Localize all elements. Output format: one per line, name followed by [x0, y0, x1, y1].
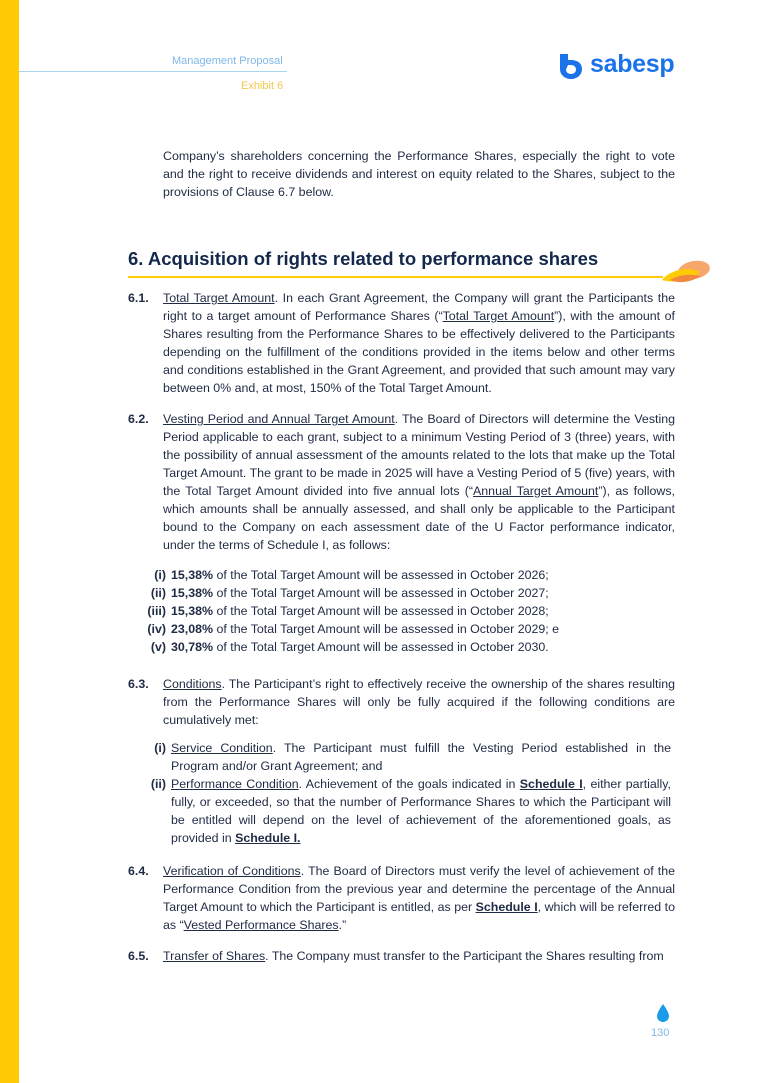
clause-number-6-1: 6.1. — [128, 291, 149, 305]
lot-description: of the Total Target Amount will be assessed in October 2027; — [213, 586, 549, 600]
condition-body-a: . Achievement of the goals indicated in — [298, 777, 520, 791]
lot-description: of the Total Target Amount will be assessed in October 2030. — [213, 640, 549, 654]
lot-percentage: 15,38% — [171, 568, 214, 582]
clause-6-4-term: Vested Performance Shares — [183, 918, 339, 932]
lot-text — [171, 602, 671, 620]
condition-body-b: , either partially, fully, or exceeded, so that the number of Performance Shares to which the Participant will be entitled will depend on the level of achievement of the aforementioned goals, as provided in — [171, 777, 671, 845]
header-title: Management Proposal — [172, 55, 283, 67]
clause-6-4-text-c: .” — [338, 918, 347, 932]
section-rule — [128, 276, 663, 278]
lot-percentage: 15,38% — [171, 586, 214, 600]
clause-number-6-4: 6.4. — [128, 864, 149, 878]
condition-heading: Service Condition — [171, 741, 273, 755]
sabesp-logo — [556, 50, 686, 82]
clause-6-4-text-b: , which will be referred to as “ — [163, 900, 676, 932]
lot-percentage: 23,08% — [171, 622, 214, 636]
lot-marker: (v) — [150, 640, 166, 654]
clause-6-2 — [163, 410, 675, 554]
clause-6-2-term: Annual Target Amount — [473, 484, 599, 498]
lot-text — [171, 566, 671, 584]
lot-description: of the Total Target Amount will be assessed in October 2028; — [213, 604, 549, 618]
intro-paragraph: Company’s shareholders concerning the Performance Shares, especially the right to vote and the right to receive dividends and interest on equity related to the Shares, subject to the provisions of Clause 6.7 below. — [163, 149, 675, 199]
logo-wordmark: sabesp — [590, 50, 675, 78]
header-divider — [19, 71, 287, 72]
clause-6-4 — [163, 862, 675, 934]
clause-6-5-text: . The Company must transfer to the Participant the Shares resulting from — [265, 949, 664, 963]
clause-6-1-heading: Total Target Amount — [163, 291, 275, 305]
clause-6-1 — [163, 289, 675, 397]
clause-6-5-heading: Transfer of Shares — [163, 949, 266, 963]
clause-6-3-text: . The Participant’s right to effectively receive the ownership of the shares resulting from the Performance Shares will only be fully acquired if the following conditions are cumulatively met: — [163, 677, 675, 727]
lot-marker: (ii) — [150, 586, 166, 600]
condition-text — [171, 739, 671, 775]
header-exhibit: Exhibit 6 — [241, 80, 284, 92]
clause-number-6-5: 6.5. — [128, 949, 149, 963]
clause-6-2-heading: Vesting Period and Annual Target Amount — [163, 412, 395, 426]
clause-6-1-text-b: ”), with the amount of Shares resulting from the Performance Shares to be effectively delivered to the Participants depending on the fulfillment of the conditions provided in the items below and other terms and conditions established in the Grant Agreement, and provided that such amount may vary between 0% and, at most, 150% of the Total Target Amount. — [163, 309, 675, 395]
lot-description: of the Total Target Amount will be assessed in October 2026; — [213, 568, 549, 582]
clause-number-6-2: 6.2. — [128, 412, 149, 426]
lot-percentage: 15,38% — [171, 604, 214, 618]
lot-text — [171, 584, 671, 602]
condition-marker: (i) — [154, 741, 166, 755]
schedule-link[interactable]: Schedule I — [475, 900, 538, 914]
clause-6-3 — [163, 675, 675, 729]
condition-marker: (ii) — [150, 777, 166, 791]
schedule-link[interactable]: Schedule I. — [235, 831, 301, 845]
lot-percentage: 30,78% — [171, 640, 214, 654]
water-drop-icon — [656, 1003, 670, 1023]
schedule-link[interactable]: Schedule I — [519, 777, 583, 791]
condition-heading: Performance Condition — [171, 777, 299, 791]
lot-text — [171, 620, 671, 638]
clause-6-4-heading: Verification of Conditions — [163, 864, 301, 878]
clause-6-5 — [163, 947, 675, 965]
clause-6-1-text-a: . In each Grant Agreement, the Company will grant the Participants the right to a target amount of Performance Shares (“ — [163, 291, 675, 323]
lot-marker: (iii) — [147, 604, 166, 618]
lot-text — [171, 638, 671, 656]
clause-6-1-term: Total Target Amount — [442, 309, 555, 323]
clause-6-3-heading: Conditions — [163, 677, 222, 691]
clause-6-4-text-a: . The Board of Directors must verify the level of achievement of the Performance Condition from the previous year and determine the percentage of the Annual Target Amount to which the Participant is entitled, as per — [163, 864, 675, 914]
clause-6-2-text-a: . The Board of Directors will determine the Vesting Period applicable to each grant, subject to a minimum Vesting Period of 3 (three) years, with the possibility of annual assessment of the amounts related to the lots that make up the Total Target Amount. The grant to be made in 2025 will have a Vesting Period of 5 (five) years, with the Total Target Amount divided into five annual lots (“ — [163, 412, 675, 498]
condition-body: . The Participant must fulfill the Vesting Period established in the Program and/or Grant Agreement; and — [171, 741, 671, 773]
section-heading: 6. Acquisition of rights related to performance shares — [128, 248, 599, 269]
condition-text — [171, 775, 671, 847]
side-accent-bar — [0, 0, 19, 1083]
decorative-drop-shapes — [656, 258, 712, 290]
lot-description: of the Total Target Amount will be assessed in October 2029; e — [213, 622, 560, 636]
page-number: 130 — [651, 1027, 670, 1039]
lot-marker: (i) — [154, 568, 166, 582]
clause-6-2-text-b: ”), as follows, which amounts shall be annually assessed, and shall only be applicable to the Participant bound to the Company on each assessment date of the U Factor performance indicator, under the terms of Schedule I, as follows: — [163, 484, 675, 552]
lot-marker: (iv) — [147, 622, 166, 636]
clause-number-6-3: 6.3. — [128, 677, 149, 691]
sabesp-logo-icon — [556, 51, 586, 81]
